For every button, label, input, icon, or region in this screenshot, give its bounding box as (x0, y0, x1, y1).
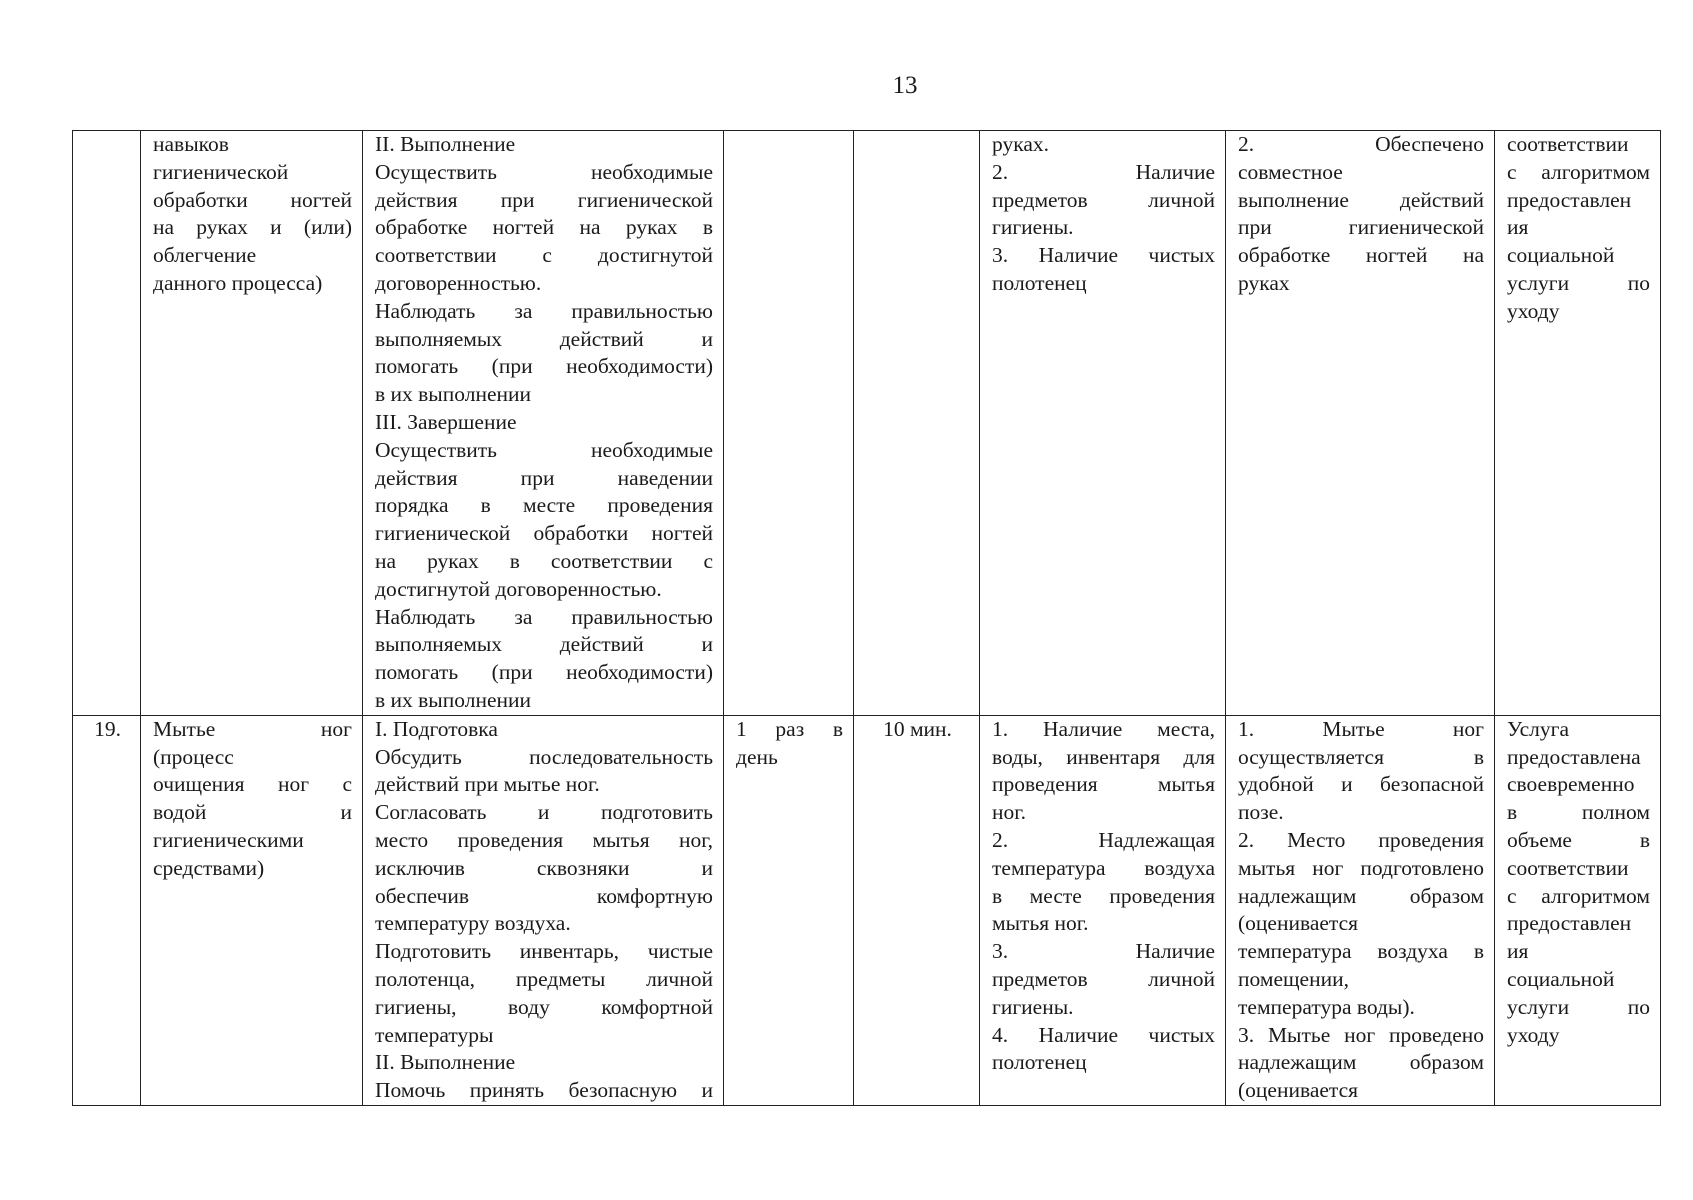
cell-text-line: достигнутой договоренностью. (375, 576, 662, 601)
cell-text-line: действия при гигиенической (375, 187, 713, 212)
cell-text-line: ия (1507, 215, 1529, 240)
cell-text-line: полотенца, предметы личной (375, 966, 713, 991)
cell-text-line: данного процесса) (153, 270, 323, 295)
cell-text-line: средствами) (153, 855, 265, 880)
cell-text-line: мытья ног подготовлено (1238, 855, 1484, 880)
cell-text-line: Наблюдать за правильностью (375, 298, 713, 323)
cell-text-line: на руках в соответствии с (375, 548, 713, 573)
cell-text-line: социальной (1507, 966, 1615, 991)
cell-text-line: надлежащим образом (1238, 1050, 1484, 1075)
cell-quality (1226, 131, 1495, 716)
cell-text-line: в месте проведения (992, 883, 1215, 908)
cell-text-line: полотенец (992, 270, 1087, 295)
cell-text-line: Осуществить необходимые (375, 159, 713, 184)
cell-text-line: очищения ног с (153, 772, 352, 797)
cell-text-line: с алгоритмом (1507, 159, 1650, 184)
cell-number: 19. (73, 715, 141, 1105)
cell-text-line: 2. Обеспечено (1238, 132, 1484, 156)
cell-text-line: руках. (992, 132, 1050, 156)
cell-text-line: услуги по (1507, 994, 1650, 1019)
cell-text-line: день (736, 744, 778, 769)
cell-text-line: соответствии с достигнутой (375, 243, 713, 268)
cell-text-line: осуществляется в (1238, 744, 1484, 769)
cell-text-line: обработке ногтей на руках в (375, 215, 713, 240)
cell-text-line: совместное (1238, 159, 1343, 184)
table-row (73, 715, 1661, 1105)
cell-text-line: 2. Наличие (992, 159, 1215, 184)
cell-text-line: гигиенической (153, 159, 289, 184)
cell-quality (1226, 715, 1495, 1105)
cell-text-line: температуры (375, 1022, 494, 1047)
cell-text-line: воды, инвентаря для (992, 744, 1215, 769)
cell-text-line: 3. Мытье ног проведено (1238, 1022, 1484, 1047)
cell-text-line: Помочь принять безопасную и (375, 1078, 713, 1103)
cell-text-line: уходу (1507, 298, 1560, 323)
cell-text-line: 4. Наличие чистых (992, 1022, 1215, 1047)
cell-text-line: (оценивается (1238, 911, 1359, 936)
cell-text-line: предметов личной (992, 187, 1215, 212)
cell-text-line: своевременно (1507, 772, 1635, 797)
cell-text-line: 2. Надлежащая (992, 827, 1215, 852)
cell-text-line: выполняемых действий и (375, 326, 713, 351)
cell-text-line: 1. Наличие места, (992, 716, 1215, 741)
cell-text-line: порядка в месте проведения (375, 493, 713, 518)
cell-text-line: Обсудить последовательность (375, 744, 713, 769)
cell-text-line: температуру воздуха. (375, 911, 571, 936)
cell-text-line: I. Подготовка (375, 716, 498, 741)
cell-text-line: III. Завершение (375, 409, 517, 434)
table-body (73, 131, 1661, 1106)
cell-text-line: предоставлен (1507, 187, 1632, 212)
page-number: 13 (892, 72, 918, 99)
cell-text-line: социальной (1507, 243, 1615, 268)
cell-text-line: позе. (1238, 800, 1284, 825)
cell-text-line: 1. Мытье ног (1238, 716, 1484, 741)
cell-text-line: Осуществить необходимые (375, 437, 713, 462)
cell-text-line: проведения мытья (992, 772, 1215, 797)
cell-text-line: температура воздуха (992, 855, 1215, 880)
cell-text-line: действий при мытье ног. (375, 772, 600, 797)
cell-text-line: место проведения мытья ног, (375, 827, 713, 852)
cell-text-line: облегчение (153, 243, 257, 268)
services-table (72, 130, 1661, 1106)
cell-evaluation (1495, 715, 1661, 1105)
cell-text-line: договоренностью. (375, 270, 542, 295)
cell-service-content (363, 131, 724, 716)
cell-text-line: уходу (1507, 1022, 1560, 1047)
cell-text-line: обеспечив комфортную (375, 883, 713, 908)
cell-conditions (980, 131, 1226, 716)
cell-text-line: обработке ногтей на (1238, 243, 1484, 268)
cell-text-line: действия при наведении (375, 465, 713, 490)
cell-number (73, 131, 141, 716)
cell-text-line: руках (1238, 270, 1290, 295)
cell-text-line: услуги по (1507, 270, 1650, 295)
cell-text-line: навыков (153, 132, 229, 156)
cell-text-line: помогать (при необходимости) (375, 660, 713, 685)
cell-text-line: исключив сквозняки и (375, 855, 713, 880)
cell-text-line: выполнение действий (1238, 187, 1484, 212)
cell-text-line: предоставлен (1507, 911, 1632, 936)
cell-text-line: при гигиенической (1238, 215, 1484, 240)
cell-conditions (980, 715, 1226, 1105)
cell-text-line: на руках и (или) (153, 215, 352, 240)
cell-frequency (724, 131, 854, 716)
cell-frequency (724, 715, 854, 1105)
cell-text-line: II. Выполнение (375, 132, 516, 156)
cell-text-line: гигиены. (992, 994, 1074, 1019)
cell-text-line: в их выполнении (375, 382, 532, 407)
cell-duration: 10 мин. (854, 715, 980, 1105)
cell-text-line: выполняемых действий и (375, 632, 713, 657)
cell-text-line: температура воздуха в (1238, 939, 1484, 964)
cell-text-line: ног. (992, 800, 1027, 825)
cell-text-line: Согласовать и подготовить (375, 800, 713, 825)
cell-text-line: температура воды). (1238, 994, 1415, 1019)
cell-text-line: Мытье ног (153, 716, 352, 741)
cell-text-line: гигиены, воду комфортной (375, 994, 713, 1019)
cell-text-line: в их выполнении (375, 687, 532, 712)
cell-text-line: 3. Наличие чистых (992, 243, 1215, 268)
cell-text-line: (процесс (153, 744, 234, 769)
cell-text-line: в полном (1507, 800, 1650, 825)
cell-text-line: с алгоритмом (1507, 883, 1650, 908)
cell-text-line: мытья ног. (992, 911, 1089, 936)
cell-text-line: ия (1507, 939, 1529, 964)
cell-text-line: 1 раз в (736, 716, 843, 741)
cell-text-line: гигиенической обработки ногтей (375, 521, 713, 546)
cell-service-name (141, 715, 363, 1105)
cell-text-line: помещении, (1238, 966, 1349, 991)
cell-text-line: объеме в (1507, 827, 1650, 852)
cell-service-name (141, 131, 363, 716)
table-row (73, 131, 1661, 716)
cell-text-line: соответствии (1507, 855, 1629, 880)
cell-text-line: гигиеническими (153, 827, 304, 852)
cell-text-line: надлежащим образом (1238, 883, 1484, 908)
cell-text-line: II. Выполнение (375, 1050, 516, 1075)
cell-text-line: Подготовить инвентарь, чистые (375, 939, 713, 964)
cell-text-line: предметов личной (992, 966, 1215, 991)
cell-duration (854, 131, 980, 716)
cell-text-line: 2. Место проведения (1238, 827, 1484, 852)
cell-text-line: гигиены. (992, 215, 1074, 240)
cell-text-line: водой и (153, 800, 352, 825)
cell-text-line: удобной и безопасной (1238, 772, 1484, 797)
cell-text-line: 3. Наличие (992, 939, 1215, 964)
cell-text-line: обработки ногтей (153, 187, 352, 212)
cell-text-line: Наблюдать за правильностью (375, 604, 713, 629)
cell-text-line: полотенец (992, 1050, 1087, 1075)
cell-text-line: (оценивается (1238, 1078, 1359, 1103)
cell-service-content (363, 715, 724, 1105)
cell-text-line: Услуга (1507, 716, 1570, 741)
cell-text-line: предоставлена (1507, 744, 1641, 769)
cell-text-line: соответствии (1507, 132, 1629, 156)
cell-evaluation (1495, 131, 1661, 716)
cell-text-line: помогать (при необходимости) (375, 354, 713, 379)
